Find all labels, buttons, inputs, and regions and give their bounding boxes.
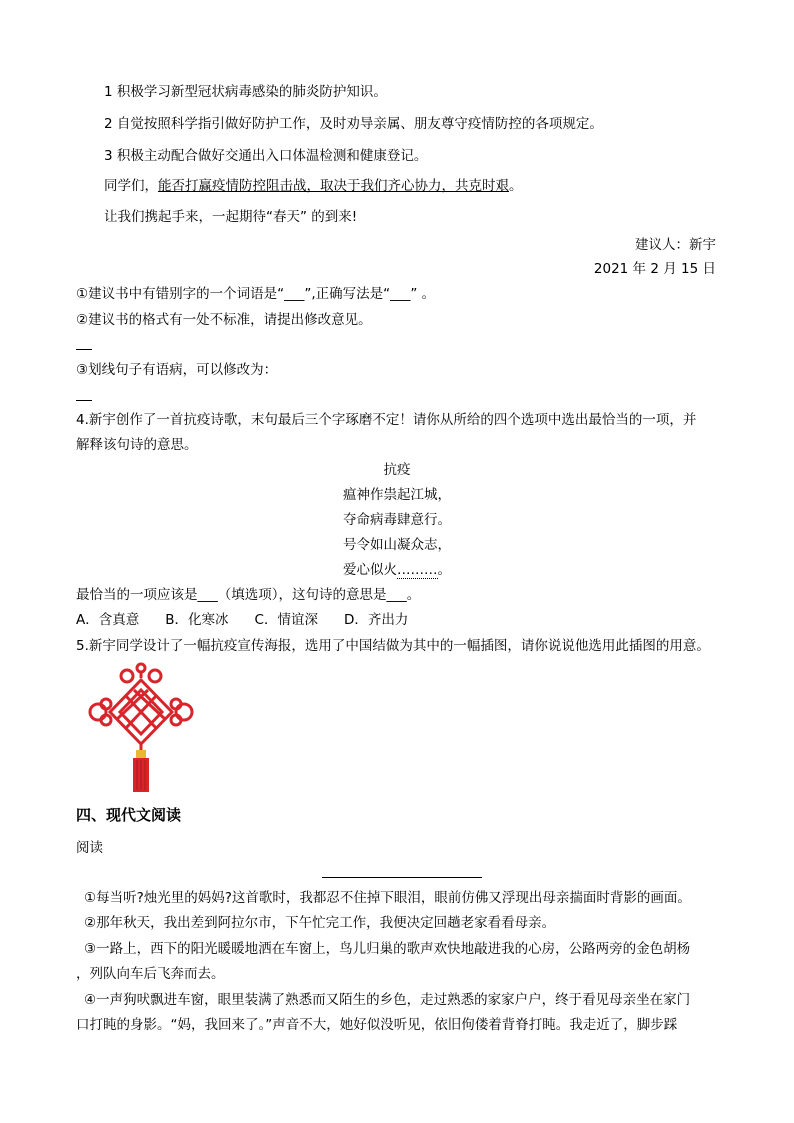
options-row bbox=[76, 610, 434, 630]
answer-line: 最恰当的一项应该是___（填选项），这句诗的意思是___。 bbox=[76, 587, 421, 603]
option-c: C．情谊深 bbox=[254, 612, 318, 628]
section-heading: 四、现代文阅读 bbox=[76, 806, 182, 824]
option-b: B．化寒冰 bbox=[165, 612, 229, 628]
poem-line-1: 瘟神作祟起江城， bbox=[343, 487, 451, 503]
signer: 建议人：新宇 bbox=[635, 237, 716, 253]
question-4-line-2: 解释该句诗的意思。 bbox=[76, 437, 198, 453]
question-3: ③划线句子有语病，可以修改为： bbox=[76, 362, 278, 378]
underlined-sentence: 能否打赢疫情防控阻击战，取决于我们齐心协力，共克时艰 bbox=[158, 178, 509, 194]
poem-title: 抗疫 bbox=[383, 462, 411, 478]
passage-paragraph-4-line-1: ④一声狗吠飘进车窗，眼里装满了熟悉而又陌生的乡色，走过熟悉的家家户户，终于看见母亲坐在家门 bbox=[84, 992, 691, 1008]
poem-line-4 bbox=[0, 560, 794, 580]
poem-line-4-prefix: 爱心似火 bbox=[343, 562, 397, 578]
proposal-call bbox=[104, 176, 523, 196]
chinese-knot-icon bbox=[86, 662, 196, 794]
question-4-line-1: 4.新宇创作了一首抗疫诗歌，末句最后三个字琢磨不定！请你从所给的四个选项中选出最恰当的一项，并 bbox=[76, 412, 697, 428]
poem-line-2: 夺命病毒肆意行。 bbox=[343, 512, 451, 528]
answer-blank-2 bbox=[76, 349, 92, 350]
option-a: A．含真意 bbox=[76, 612, 140, 628]
passage-paragraph-3-line-2: ，列队向车后飞奔而去。 bbox=[76, 966, 225, 982]
call-prefix: 同学们， bbox=[104, 178, 158, 194]
question-2: ②建议书的格式有一处不标准，请提出修改意见。 bbox=[76, 312, 372, 328]
passage-paragraph-4-line-2: 口打盹的身影。“妈，我回来了。”声音不大，她好似没听见，依旧佝偻着背脊打盹。我走近了，脚步踩 bbox=[76, 1017, 678, 1033]
section-label: 阅读 bbox=[76, 840, 103, 856]
passage-paragraph-2: ②那年秋天，我出差到阿拉尔市，下午忙完工作，我便决定回趟老家看看母亲。 bbox=[84, 915, 556, 931]
poem-line-4-suffix: 。 bbox=[437, 562, 451, 578]
passage-paragraph-1: ①每当听?烛光里的妈妈?这首歌时，我都忍不住掉下眼泪，眼前仿佛又浮现出母亲揣面时背影的画面。 bbox=[84, 890, 691, 906]
call-suffix: 。 bbox=[509, 178, 523, 194]
knot-bead bbox=[136, 750, 146, 758]
passage-title-blank bbox=[322, 877, 482, 878]
question-1: ①建议书中有错别字的一个词语是“___”,正确写法是“___” 。 bbox=[76, 286, 436, 302]
poem-line-4-blank: ……… bbox=[397, 562, 438, 578]
question-5: 5.新宇同学设计了一幅抗疫宣传海报，选用了中国结做为其中的一幅插图，请你说说他选用此插图的用意。 bbox=[76, 638, 710, 654]
proposal-item-2: 2 自觉按照科学指引做好防护工作，及时劝导亲属、朋友尊守疫情防控的各项规定。 bbox=[104, 116, 603, 132]
date: 2021 年 2 月 15 日 bbox=[593, 261, 716, 277]
proposal-closing: 让我们携起手来，一起期待“春天” 的到来! bbox=[104, 209, 358, 225]
option-d: D．齐出力 bbox=[343, 612, 409, 628]
proposal-item-3: 3 积极主动配合做好交通出入口体温检测和健康登记。 bbox=[104, 148, 428, 164]
answer-blank-3 bbox=[76, 400, 92, 401]
proposal-item-1: 1 积极学习新型冠状病毒感染的肺炎防护知识。 bbox=[104, 84, 387, 100]
poem-line-3: 号令如山凝众志， bbox=[343, 537, 451, 553]
passage-paragraph-3-line-1: ③一路上，西下的阳光暖暖地洒在车窗上，鸟儿归巢的歌声欢快地敲进我的心房，公路两旁的金色胡杨 bbox=[84, 941, 691, 957]
